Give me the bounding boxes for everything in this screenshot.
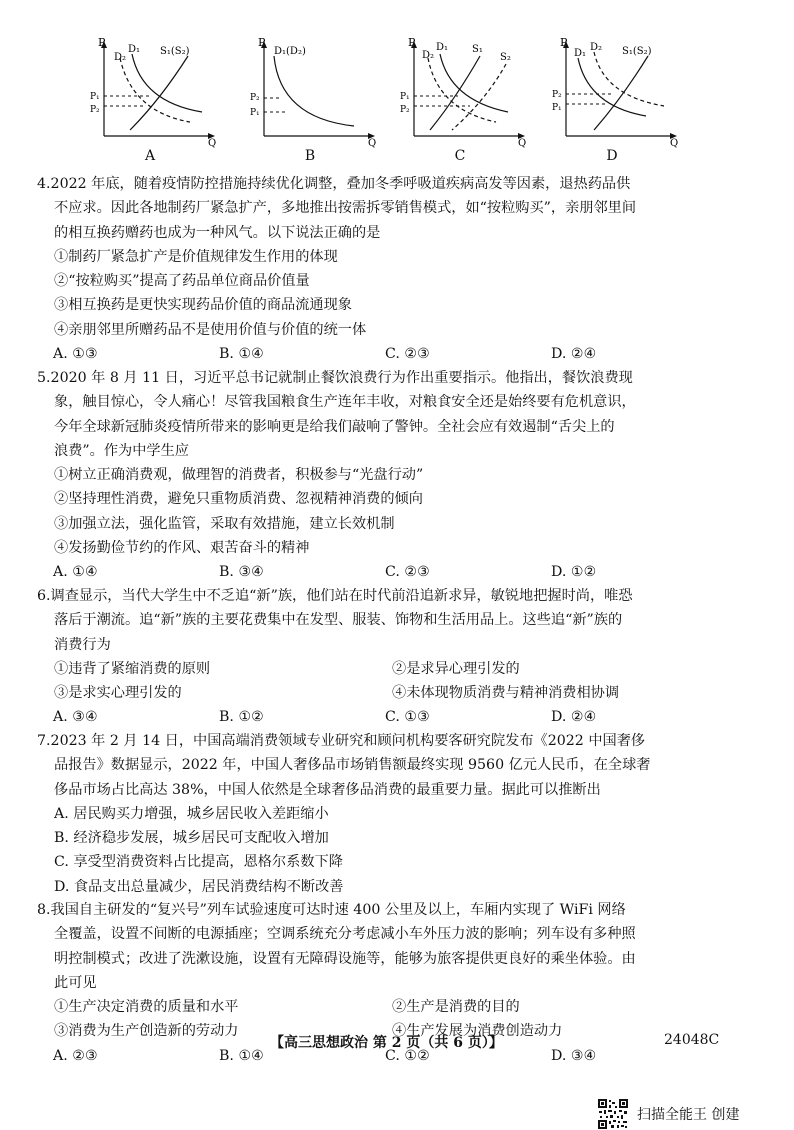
question-5-stem-line: 5.2020 年 8 月 11 日，习近平总书记就制止餐饮浪费行为作出重要指示。他指出，餐饮浪费现 (37, 370, 633, 386)
exam-code: 24048C (664, 1032, 720, 1048)
graph-c-d1: D₁ (436, 42, 449, 53)
footer-title: 【高三思想政治 第 2 页（共 6 页）】 (270, 1035, 503, 1051)
question-7-stem-line: 7.2023 年 2 月 14 日，中国高端消费领域专业研究和顾问机构要客研究院发布《2022 中国奢侈 (37, 733, 646, 749)
question-5-options (37, 560, 764, 584)
question-7-stem-line: 品报告》数据显示，2022 年，中国人奢侈品市场销售额最终实现 9560 亿元人民币，在全球奢 (54, 757, 651, 774)
graph-a-d2: D₂ (114, 52, 127, 63)
question-8-stem-line: 此可见 (54, 974, 97, 991)
question-6 (37, 584, 764, 730)
graph-a-d1: D₁ (128, 44, 141, 55)
graph-c-p1: P₁ (400, 92, 410, 102)
option-d[interactable]: D. ①② (551, 564, 597, 581)
question-4-item: ①制药厂紧急扩产是价值规律发生作用的体现 (54, 248, 338, 265)
graph-c-p2: P₂ (400, 105, 410, 115)
graph-c-p-axis: P (408, 36, 416, 49)
question-4-item: ③相互换药是更快实现药品价值的商品流通现象 (54, 297, 352, 314)
question-8-stem-line: 8.我国自主研发的“复兴号”列车试验速度可达时速 400 公里及以上，车厢内实现了 WiFi 网络 (37, 902, 626, 918)
graph-c-d2: D₂ (422, 50, 435, 61)
option-c[interactable]: C. ①② (385, 1047, 430, 1064)
supply-demand-graphs (90, 36, 730, 176)
option-b[interactable]: B. ①② (219, 709, 264, 726)
question-7-stem-line: 侈品市场占比高达 38%，中国人依然是全球奢侈品消费的最重要力量。据此可以推断出 (54, 781, 601, 798)
question-6-stem-line: 6.调查显示，当代大学生中不乏追“新”族，他们站在时代前沿追新求异，敏锐地把握时尚，唯恐 (37, 588, 633, 604)
question-6-item: ②是求异心理引发的 (392, 660, 520, 677)
option-c[interactable]: C. ②③ (385, 564, 430, 581)
option-a[interactable]: A. 居民购买力增强，城乡居民收入差距缩小 (54, 805, 329, 822)
graph-d-p1: P₁ (552, 103, 562, 113)
question-5-stem-line: 今年全球新冠肺炎疫情所带来的影响更是给我们敲响了警钟。全社会应有效遏制“舌尖上的 (54, 418, 615, 435)
graph-c-s1: S₁ (472, 44, 483, 55)
graph-a-label: A (144, 148, 156, 164)
option-c[interactable]: C. 享受型消费资料占比提高，恩格尔系数下降 (54, 854, 343, 871)
graph-a-figure (90, 36, 222, 148)
question-5-item: ①树立正确消费观，做理智的消费者，积极参与“光盘行动” (54, 467, 424, 484)
graph-a-p-axis: P (98, 36, 106, 49)
question-6-item-row (37, 681, 764, 705)
question-6-item: ①违背了紧缩消费的原则 (54, 660, 211, 677)
graph-c-q-axis: Q (518, 138, 527, 148)
option-a[interactable]: A. ①④ (53, 564, 98, 581)
question-6-item-row (37, 657, 764, 681)
graph-b (250, 36, 382, 176)
graph-a (90, 36, 222, 176)
question-5 (37, 366, 764, 585)
question-5-stem-line: 浪费”。作为中学生应 (54, 442, 189, 459)
graph-d-p-axis: P (560, 36, 568, 49)
graph-d (552, 36, 684, 176)
graph-a-p2: P₂ (90, 105, 100, 115)
option-b[interactable]: B. ①④ (219, 1047, 264, 1064)
option-c[interactable]: C. ①③ (385, 709, 430, 726)
graph-d-s: S₁(S₂) (622, 46, 652, 57)
option-d[interactable]: D. ②④ (551, 346, 597, 363)
scanner-watermark (597, 1098, 739, 1130)
graph-c (400, 36, 532, 176)
question-4-item: ④亲朋邻里所赠药品不是使用价值与价值的统一体 (54, 321, 367, 338)
scanner-text: 扫描全能王 创建 (637, 1107, 740, 1123)
question-4-stem-line: 的相互换药赠药也成为一种风气。以下说法正确的是 (54, 224, 381, 241)
option-a[interactable]: A. ①③ (53, 346, 98, 363)
graph-b-label: B (304, 148, 316, 164)
graph-a-q-axis: Q (208, 138, 217, 148)
question-4 (37, 172, 764, 366)
question-6-stem-line: 消费行为 (54, 636, 111, 653)
graph-d-label: D (606, 148, 618, 164)
question-5-item: ②坚持理性消费，避免只重物质消费、忽视精神消费的倾向 (54, 491, 423, 508)
question-4-item: ②“按粒购买”提高了药品单位商品价值量 (54, 273, 310, 290)
option-b[interactable]: B. 经济稳步发展，城乡居民可支配收入增加 (54, 830, 329, 847)
graph-d-d1: D₁ (574, 48, 587, 59)
graph-b-figure (250, 36, 382, 148)
graph-a-p1: P₁ (90, 92, 100, 102)
question-6-item: ④未体现物质消费与精神消费相协调 (392, 685, 620, 702)
question-6-stem-line: 落后于潮流。追“新”族的主要花费集中在发型、服装、饰物和生活用品上。这些追“新”族的 (54, 612, 623, 629)
graph-d-figure (552, 36, 684, 148)
option-d[interactable]: D. 食品支出总量减少，居民消费结构不断改善 (54, 878, 344, 895)
question-8-item: ④生产发展为消费创造动力 (392, 1023, 563, 1040)
option-c[interactable]: C. ②③ (385, 346, 430, 363)
qr-code-icon (597, 1098, 629, 1130)
question-7 (37, 729, 764, 899)
question-6-options (37, 705, 764, 729)
question-8-stem-line: 全覆盖，设置不间断的电源插座；空调系统充分考虑减小车外压力波的影响；列车设有多种照 (54, 926, 636, 943)
graph-d-p2: P₂ (552, 90, 562, 100)
graph-d-q-axis: Q (670, 138, 679, 148)
question-5-item: ③加强立法，强化监管，采取有效措施，建立长效机制 (54, 515, 395, 532)
graph-a-s: S₁(S₂) (160, 46, 190, 57)
option-b[interactable]: B. ③④ (219, 564, 264, 581)
question-5-item: ④发扬勤俭节约的作风、艰苦奋斗的精神 (54, 540, 310, 557)
graph-d-d2: D₂ (590, 42, 603, 53)
question-8-item: ③消费为生产创造新的劳动力 (54, 1023, 239, 1040)
question-5-stem-line: 象，触目惊心，令人痛心！尽管我国粮食生产连年丰收，对粮食安全还是始终要有危机意识， (54, 394, 636, 411)
question-4-options (37, 342, 764, 366)
option-d[interactable]: D. ③④ (551, 1047, 597, 1064)
graph-c-figure (400, 36, 532, 148)
option-a[interactable]: A. ②③ (53, 1047, 98, 1064)
question-8-item-row (37, 995, 764, 1019)
option-a[interactable]: A. ③④ (53, 709, 98, 726)
graph-b-p2: P₂ (250, 93, 260, 103)
graph-b-p1: P₁ (250, 108, 260, 118)
graph-b-d: D₁(D₂) (274, 46, 306, 57)
option-b[interactable]: B. ①④ (219, 346, 264, 363)
question-8-stem-line: 明控制模式；改进了洗漱设施，设置有无障碍设施等，能够为旅客提供更良好的乘坐体验。由 (54, 950, 636, 967)
option-d[interactable]: D. ②④ (551, 709, 597, 726)
graph-c-s2: S₂ (500, 52, 511, 63)
graph-b-p-axis: P (258, 36, 266, 49)
graph-c-label: C (454, 148, 466, 164)
question-4-stem-line: 4.2022 年底，随着疫情防控措施持续优化调整，叠加冬季呼吸道疾病高发等因素，退热药品供 (37, 176, 631, 192)
question-8-item: ①生产决定消费的质量和水平 (54, 999, 239, 1016)
question-8-item: ②生产是消费的目的 (392, 999, 520, 1016)
graph-b-q-axis: Q (368, 138, 377, 148)
question-6-item: ③是求实心理引发的 (54, 685, 182, 702)
question-4-stem-line: 不应求。因此各地制药厂紧急扩产，多地推出按需拆零销售模式，如“按粒购买”，亲朋邻里间 (54, 200, 637, 217)
